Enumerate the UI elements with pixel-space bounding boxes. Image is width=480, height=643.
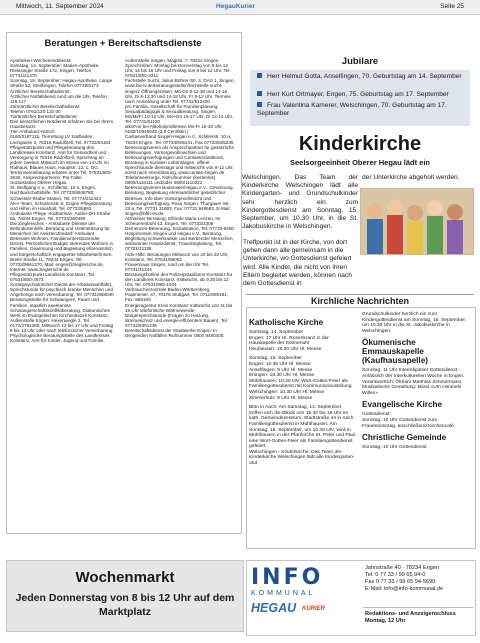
jubilar-item (257, 73, 465, 81)
hegau-logo: HEGAU (251, 601, 297, 615)
kinderkirche-subtitle: Seelsorgeeinheit Oberer Hegau lädt ein (289, 158, 431, 167)
kinderkirche-text-2: Treffpunkt ist in der Kirche, von dort gehen dann alle gemeinsam in die Unterkirche, wo Gottesdienst gefeiert wird. Alle Kinder, die nicht von ihren Eltern begleitet werden, können nach dem Gottesdienst in (243, 239, 352, 288)
kinderkirche-title: Kinderkirche (298, 133, 422, 155)
beratung-heading: Beratungen + Bereitschaftsdienste (44, 38, 202, 49)
jubilare-title: Jubilare (341, 56, 379, 67)
jubilar-item (257, 91, 465, 99)
beratung-column-1: Apotheken-Wochenenddienst: Samstag, 14. September: Marien-Apotheke, Rielasinger Straße 172, Singen, Telefon 07731/21370 Sonntag, 15. September: Hegau-Apotheke, Lange Straße 52, Steißlingen, Telefon 07738/5173 Ärztlicher Bereitschaftsdienst: Ärztlicher Notfalldienst rund um die Uhr, Telefon 116 117 Zahnärztlicher Bereitschaftsdienst: Telefon 0761/120 120 00 Tierärztlicher Bereitschaftsdienst: Den tierärztlichen Notdienst erfahren Sie bei Ihrem Haustierarzt. Tier-Ambulanz-Notruf: 0160/3187115, Tierrettung LV Südbaden, Lochgasse 3, 78315 Radolfzell, Tel. 07732/94164 Pflegestützpunkt und Pflegeberatung des Landkreises Konstanz, Amt für Gesundheit und Versorgung in 78315 Radolfzell, Sprechtag an jedem zweiten Mittwoch im Monat von 14 Uhr im Rathaus, Blaues Haus, Hauptstr. 13, 1. OG. Terminvereinbarung erbeten unter Tel. 07531/800-2626, Ansprechpartnerin: Pia Faller Sozialstation Oberer Hegau St. Wolfgang e.V., Schillerstr. 10 a, Engen, Nachbarschaftshilfe, Tel. 07733/9948780; Schwester-Ilsabe-Station, Tel. 07774/211424 AKA-Team, Schulzenstr. 6, Engen Pflegeberatung und Hilfen im Haushalt, Tel. 07733/6893 Ambulante Pflege «Katharina», Außer-Ort-Straße 8a, 78234 Engen, Tel. 07733/360490 Die Zieglerschen - Ambulante Dienste der Behindertenhilfe, Beratung und Unterstützung für Menschen mit Assistenzbedarf: Ambulant Betreutes Wohnen, Familienunterstützender Dienst, Persönliches Budget, Betreutes Wohnen in Familien, Gewinnung und Begleitung ehrenamtlich und bürgerschaftlich engagierter Mitarbeiter/innen. Breite Straße 11, 78234 Engen, Tel. 07733/9961370, Mail: engen@zieglersche.de, Internet: www.zieglersche.de Pflegestützpunkt Landkreis Konstanz, Tel. 07531/800-2673 Sozialpsychiatrischer Dienst der Arbeiterwohlfahrt, Sprechstunde für psychisch kranke Menschen und Angehörige nach Vereinbarung, Tel. 07731/958040 Beratungsstelle für Schwangere, Paare und Familien, staatlich anerkannte Schwangerschaftskonfliktberatung, Diakonisches Werk im Evangelischen Kirchenbezirk Konstanz, Außenstelle Engen: Hexenwegle 2, Tel. 0172/2781385, Mittwoch 13 bis 17 Uhr und Freitag 8 bis 13 Uhr oder nach telefonischer Vereinbarung Psychologische Beratungsstelle des Landkreises Konstanz, Amt für Kinder, Jugend und Familie, (10, 58, 114, 344)
kirchliche-column-2 (362, 312, 470, 455)
katholisch-notes-continued: Grundschulkinder herzlich ein zum Kindergottesdienst am Sonntag, 15. September, um 10.30 Uhr in die St. Jakobuskirche in Welschingen. (362, 312, 468, 334)
deadline-note: Redaktions- und Anzeigenschluss Montag, 12 Uhr (365, 611, 456, 624)
contact-address: Jahnstraße 40 · 78234 Engen Tel. 0 77 33 / 99 65 94-0 Fax 0 77 33 / 99 65 94-5690 E-Mail: info@info-kommunal.de (365, 565, 444, 592)
kinderkirche-photo (360, 188, 474, 255)
wochenmarkt-ad (6, 560, 244, 632)
katholisch-samstag: Samstag, 14. September Engen: 17 Uhr Hl. Rosenkranz in der Hauskapelle der Sonnenuhr Neuhausen: 18.30 Uhr Hl. Messe (249, 330, 329, 352)
jubilar-item (257, 102, 465, 117)
katholisch-sonntag: Sonntag, 15. September Engen: 10.30 Uhr Hl. Messe Anselfingen: 9 Uhr Hl. Messe Ehingen: 18.30 Uhr Hl. Messe Mühlhausen: 10.30 Uhr Wort-Gottes-Feier als Familiengottesdienst mit Kommunionausteilung Welschingen: 10.30 Uhr Hl. Messe Zimmerholz: 9 Uhr Hl. Messe (249, 356, 352, 401)
info-kommunal-logo: INFO (251, 565, 324, 590)
beratung-title (6, 38, 240, 49)
kurier-wordmark: KURIER (302, 606, 326, 612)
wochenmarkt-subtitle: Jeden Donnerstag von 8 bis 12 Uhr auf dem Marktplatz (15, 592, 235, 618)
page-number: Seite 25 (440, 3, 464, 10)
bullet-square-icon (257, 91, 262, 96)
page-header (0, 0, 480, 15)
christlich-text: Sonntag: 10 Uhr Gottesdienst (362, 445, 427, 451)
beratung-column-2: Außenstelle Singen, Magistr. 7, 78224 Singen, Sprechzeiten: Montag bis Donnerstag von 8 bis 12 Uhr, 14 bis 16 Uhr und Freitag von 8 bis 12 Uhr, Tel. 07531/800-3311 Fachstelle Sucht, Julius-Bührer-Str. 4, DAS 1, Singen, www.bw-lv.de/beratungsstellen/fachstelle-sucht-singen/ Öffnungszeiten: Mo-Do 8-12.30 und 14-16 Uhr, Di 8-12.30 und 14-18 Uhr, Fr 8-12 Uhr. Termine nach Anmeldung unter Tel. 07731/912400 pro Familia, Gesellschaft für Familienplanung, Sexualpädagogik & Sexualberatung, Singen, Mo/Mi/Fr 10-12 Uhr, Mo+Do 16-17 Uhr, Di 12-13 Uhr, Tel. 07731/61120 alkoFon bei Alkoholproblemen Mo-Fr 18-20 Uhr, 0180/10645645 (3,9 Cent/Min.) Caritasverband Singen-Hegau e.V., Schillerstr. 10 a, 78234 Engen, Tel. 07733/505241, Fax 07733/505235, Betreuungsverein als Ansprechpartner für gesetzliche Betreuungen, Vorsorgevollmachten und Betreuungsverfügungen und Caritassozialdienst, Beratung in sozialen Lebenslagen, offene Sprechstunde dienstags und mittwochs von 9-12 Uhr, sonst nach Vereinbarung, www.caritas-singen.de Telefonseelsorge, Notrufnummer (kostenlos) 0800/1110111 und/oder 0800/1110222 Betreuungsverein Bodensee/Hegau e.V., Gewinnung, Beratung, Begleitung ehrenamtlicher gesetzlicher Betreuer, Info über Vorsorgevollmacht und Betreuungsverfügung, Rosa Singen, Thurgauer Str. 23 a, Tel. 07731 31893, Fax: 07731 948583, E-Mail: singen@bbh-ev.de Alzheimer-Beratung: Elfriede Maria Lenzen, Im Scheuerenbohl 43, Engen, Tel. 07733/2309 Demenzen-Betreuung, Sozialstation, Tel. 07733-8300 Hospizverein Singen und Hegau e.V., Beratung, Begleitung schwerkranker und sterbender Menschen, ambulanter Hospizdienst, Trauerbegleitung, Tel. 07731/31138 Aids-Hilfe: Beratungen Mittwoch von 20 bis 22 Uhr, Konstanz, Tel. 07531/56062 Frauenhaus Singen, rund um die Uhr Tel. 07731/31244 Beratungshotline des Polizeipräsidiums Konstanz für den Landkreis Konstanz, mittwochs, ab 9.30 bis 12 Uhr, Tel. 07531/995-1044 Verbraucherzentrale Baden-Württemberg, Paulinenstr. 47, 70178 Stuttgart, Tel. 0711/669181, Fax: 669150 Energieagentur Kreis Konstanz mittwochs von 11 bis 15 Uhr telefonische Wärmewende-Bürgersprechstunde (Fragen zu Heizung, Wärmeschutz und energie-effizientem Bauen), Tel. 07732/9391236 Bereitschaftsdienst der Stadtwerke Engen: In dringenden Notfällen Rufnummer 0800 9480400. (125, 58, 235, 339)
kirchliche-title: Kirchliche Nachrichten (310, 296, 410, 306)
ad-divider (363, 607, 473, 608)
jubilare-box (250, 70, 470, 126)
kommunal-wordmark: KOMMUNAL (251, 590, 316, 597)
christlich-heading: Christliche Gemeinde (362, 433, 447, 443)
evangelisch-text: Gottesdienst: Sonntag: 10 Uhr Gottesdienst zum Frauensonntag, anschließend Kirchencafé. (362, 412, 456, 429)
oekumenisch-heading: Ökumenische Emmauskapelle (Kaufhausapelle) (362, 338, 428, 366)
children-group-illustration (361, 189, 473, 254)
katholisch-notes: Bittn in Aach: Am Samstag, 14. September, treffen sich die Bikids von 15.30 bis 18 Uhr im kath. Gemeindezentrum, Stadtstraße 44 in Aach. Familiengottesdienst in Mühlhausen: Am Sonntag, 15. September, um 10.30 Uhr, wird in Mühlhausen in der Pfarrkirche St. Peter und Paul eine Wort-Gottes-Feier als Familiengottesdienst gefeiert. Welschingen - Kinderkirche: Das Team der Kinderkirche Welschingen lädt alle Kindergarten- und (249, 405, 356, 467)
wochenmarkt-title: Wochenmarkt (75, 569, 175, 586)
info-kommunal-ad (246, 560, 476, 636)
issue-date: Mittwoch, 11. September 2024 (16, 3, 104, 10)
jubilar-text: Herr Helmut Gotta, Anselfingen, 70. Geburtstag am 14. September (267, 73, 462, 80)
kinderkirche-text-continued: der Unterkirche abgeholt werden. (362, 174, 460, 181)
section-divider (246, 294, 474, 295)
bullet-square-icon (257, 102, 262, 107)
paper-name: HegauKurier (216, 3, 256, 10)
jubilar-text: Herr Kurt Ortmayer, Engen, 75. Geburtstag am 17. September (267, 91, 449, 98)
bullet-square-icon (257, 73, 262, 78)
oekumenisch-text: Sonntag: 11 Uhr Interreligiöser Gottesdienst - Anlässlich der Interkulturellen Woche in Engen. Verantwortlich: Ökham Matthias Zimmermann. Musikalische Gestaltung: Band «Um Himmels Willen» (362, 368, 466, 396)
evangelisch-heading: Evangelische Kirche (362, 400, 443, 410)
jubilar-text: Frau Valentina Kamerer, Welschingen, 70. Geburtstag am 17. September (257, 102, 447, 117)
kinderkirche-text: Welschingen. Das Team der Kinderkirche Welschingen lädt alle Kindergarten- und Grundschulkinder sehr herzlich ein zum Kindergottesdienst am Sonntag, 15. September, um 10.30 Uhr, in die St. Jakobuskirche in Welschingen. (242, 174, 358, 231)
katholisch-heading: Katholische Kirche (249, 318, 324, 327)
kirchliche-column-1 (249, 315, 357, 471)
